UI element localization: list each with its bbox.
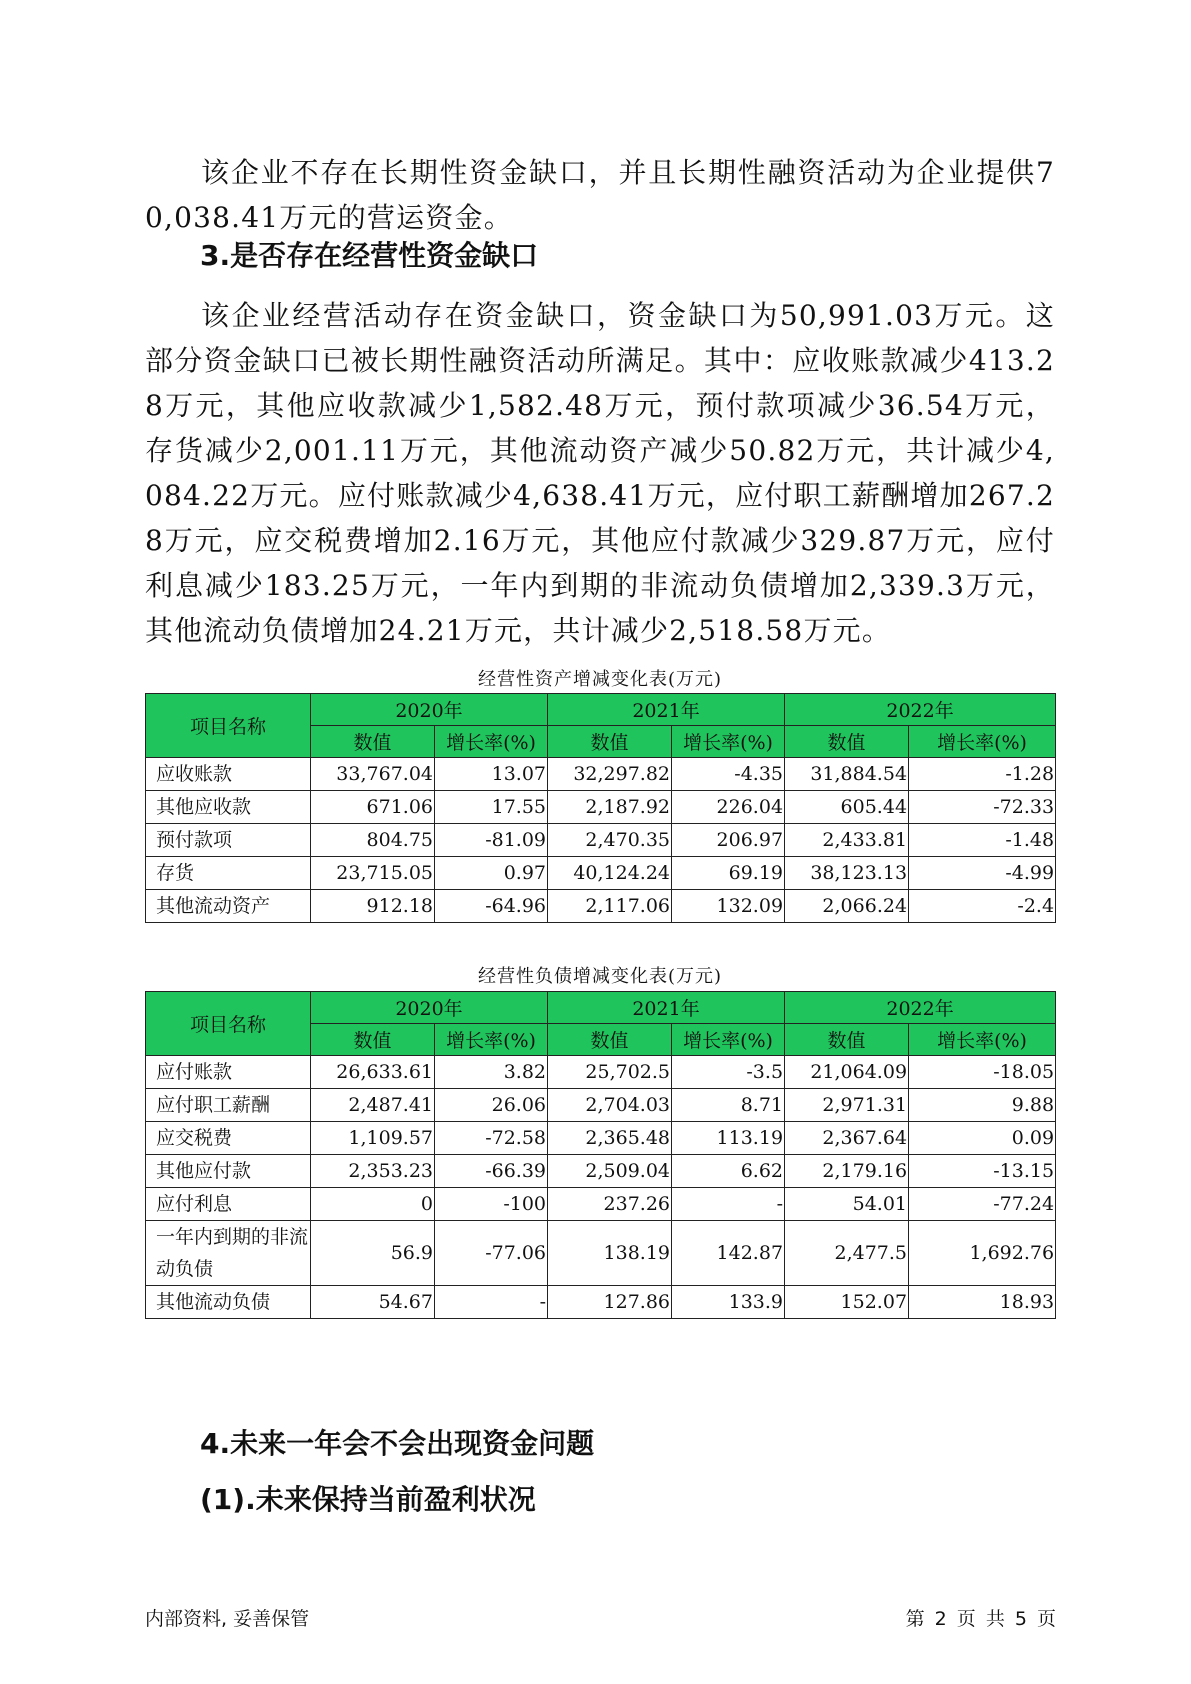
header-value: 数值 <box>548 726 672 758</box>
cell-value: 2,179.16 <box>785 1155 909 1188</box>
header-growth: 增长率(%) <box>672 1024 785 1056</box>
cell-value: 237.26 <box>548 1188 672 1221</box>
operating-liabilities-table <box>145 991 1056 1319</box>
cell-value: 152.07 <box>785 1286 909 1319</box>
cell-growth-rate: 69.19 <box>672 857 785 890</box>
cell-value: 26,633.61 <box>311 1056 435 1089</box>
cell-growth-rate: -77.06 <box>435 1221 548 1286</box>
cell-growth-rate: 17.55 <box>435 791 548 824</box>
cell-value: 138.19 <box>548 1221 672 1286</box>
table-row <box>146 1089 1056 1122</box>
cell-value: 2,487.41 <box>311 1089 435 1122</box>
cell-value: 25,702.5 <box>548 1056 672 1089</box>
cell-growth-rate: 6.62 <box>672 1155 785 1188</box>
operating-assets-table <box>145 693 1056 923</box>
row-item-name: 一年内到期的非流动负债 <box>146 1221 311 1286</box>
row-item-name: 预付款项 <box>146 824 311 857</box>
cell-value: 23,715.05 <box>311 857 435 890</box>
footer-confidential-note: 内部资料, 妥善保管 <box>145 1608 310 1630</box>
cell-value: 40,124.24 <box>548 857 672 890</box>
cell-growth-rate: 226.04 <box>672 791 785 824</box>
section-heading-future-funding: 4.未来一年会不会出现资金问题 <box>200 1427 595 1460</box>
cell-value: 2,066.24 <box>785 890 909 923</box>
cell-growth-rate: 8.71 <box>672 1089 785 1122</box>
cell-growth-rate: -72.58 <box>435 1122 548 1155</box>
header-growth: 增长率(%) <box>435 726 548 758</box>
cell-growth-rate: 13.07 <box>435 758 548 791</box>
row-item-name: 其他流动负债 <box>146 1286 311 1319</box>
table-row <box>146 791 1056 824</box>
cell-growth-rate: -4.35 <box>672 758 785 791</box>
cell-value: 804.75 <box>311 824 435 857</box>
cell-value: 33,767.04 <box>311 758 435 791</box>
header-growth: 增长率(%) <box>435 1024 548 1056</box>
cell-growth-rate: -100 <box>435 1188 548 1221</box>
cell-growth-rate: -81.09 <box>435 824 548 857</box>
cell-value: 56.9 <box>311 1221 435 1286</box>
cell-growth-rate: -64.96 <box>435 890 548 923</box>
row-item-name: 其他应收款 <box>146 791 311 824</box>
header-year-2020: 2020年 <box>311 992 548 1024</box>
cell-value: 912.18 <box>311 890 435 923</box>
cell-growth-rate: 133.9 <box>672 1286 785 1319</box>
cell-value: 2,187.92 <box>548 791 672 824</box>
header-year-2020: 2020年 <box>311 694 548 726</box>
table-row <box>146 857 1056 890</box>
header-year-2022: 2022年 <box>785 992 1056 1024</box>
cell-value: 54.67 <box>311 1286 435 1319</box>
cell-growth-rate: 1,692.76 <box>909 1221 1056 1286</box>
row-item-name: 应付利息 <box>146 1188 311 1221</box>
cell-growth-rate: -1.48 <box>909 824 1056 857</box>
paragraph-capital-gap-long-term: 该企业不存在长期性资金缺口，并且长期性融资活动为企业提供70,038.41万元的营运资金。 <box>145 156 1055 234</box>
cell-value: 2,477.5 <box>785 1221 909 1286</box>
section-heading-operating-gap: 3.是否存在经营性资金缺口 <box>200 239 539 272</box>
cell-growth-rate: -72.33 <box>909 791 1056 824</box>
table-row <box>146 824 1056 857</box>
header-value: 数值 <box>548 1024 672 1056</box>
cell-growth-rate: 142.87 <box>672 1221 785 1286</box>
cell-growth-rate: -4.99 <box>909 857 1056 890</box>
cell-growth-rate: -13.15 <box>909 1155 1056 1188</box>
cell-growth-rate: -2.4 <box>909 890 1056 923</box>
cell-growth-rate: 0.97 <box>435 857 548 890</box>
row-item-name: 应收账款 <box>146 758 311 791</box>
cell-growth-rate: 3.82 <box>435 1056 548 1089</box>
cell-value: 54.01 <box>785 1188 909 1221</box>
table-row <box>146 758 1056 791</box>
cell-value: 2,971.31 <box>785 1089 909 1122</box>
paragraph-operating-gap: 该企业经营活动存在资金缺口，资金缺口为50,991.03万元。这部分资金缺口已被长期性融资活动所满足。其中：应收账款减少413.28万元，其他应收款减少1,582.48万元，预付款项减少36.54万元，存货减少2,001.11万元，其他流动资产减少50.82万元，共计减少4,084.22万元。应付账款减少4,638.41万元，应付职工薪酬增加267.28万元，应交税费增加2.16万元，其他应付款减少329.87万元，应付利息减少183.25万元，一年内到期的非流动负债增加2,339.3万元，其他流动负债增加24.21万元，共计减少2,518.58万元。 <box>145 299 1055 647</box>
cell-value: 2,367.64 <box>785 1122 909 1155</box>
header-growth: 增长率(%) <box>909 1024 1056 1056</box>
cell-value: 671.06 <box>311 791 435 824</box>
cell-value: 21,064.09 <box>785 1056 909 1089</box>
row-item-name: 应交税费 <box>146 1122 311 1155</box>
table-row <box>146 1286 1056 1319</box>
cell-growth-rate: 206.97 <box>672 824 785 857</box>
header-value: 数值 <box>785 1024 909 1056</box>
row-item-name: 其他流动资产 <box>146 890 311 923</box>
header-item-name: 项目名称 <box>146 694 311 758</box>
header-growth: 增长率(%) <box>909 726 1056 758</box>
header-year-2021: 2021年 <box>548 992 785 1024</box>
cell-growth-rate: -77.24 <box>909 1188 1056 1221</box>
cell-value: 2,353.23 <box>311 1155 435 1188</box>
header-value: 数值 <box>311 1024 435 1056</box>
cell-growth-rate: -1.28 <box>909 758 1056 791</box>
cell-growth-rate: 113.19 <box>672 1122 785 1155</box>
row-item-name: 应付账款 <box>146 1056 311 1089</box>
cell-growth-rate: 18.93 <box>909 1286 1056 1319</box>
cell-growth-rate: - <box>672 1188 785 1221</box>
cell-value: 1,109.57 <box>311 1122 435 1155</box>
row-item-name: 其他应付款 <box>146 1155 311 1188</box>
cell-value: 2,365.48 <box>548 1122 672 1155</box>
table-row <box>146 1056 1056 1089</box>
cell-value: 32,297.82 <box>548 758 672 791</box>
cell-value: 31,884.54 <box>785 758 909 791</box>
cell-value: 38,123.13 <box>785 857 909 890</box>
cell-value: 2,704.03 <box>548 1089 672 1122</box>
subsection-heading-current-profit: (1).未来保持当前盈利状况 <box>200 1483 536 1516</box>
cell-value: 2,117.06 <box>548 890 672 923</box>
cell-value: 2,509.04 <box>548 1155 672 1188</box>
header-growth: 增长率(%) <box>672 726 785 758</box>
cell-growth-rate: 9.88 <box>909 1089 1056 1122</box>
cell-growth-rate: -18.05 <box>909 1056 1056 1089</box>
cell-value: 127.86 <box>548 1286 672 1319</box>
cell-growth-rate: 26.06 <box>435 1089 548 1122</box>
table-row <box>146 1221 1056 1286</box>
header-year-2022: 2022年 <box>785 694 1056 726</box>
header-item-name: 项目名称 <box>146 992 311 1056</box>
cell-value: 2,470.35 <box>548 824 672 857</box>
cell-value: 0 <box>311 1188 435 1221</box>
cell-growth-rate: 132.09 <box>672 890 785 923</box>
header-value: 数值 <box>785 726 909 758</box>
table-row <box>146 1122 1056 1155</box>
footer-page-number: 第 2 页 共 5 页 <box>905 1608 1056 1630</box>
header-year-2021: 2021年 <box>548 694 785 726</box>
table-caption-assets: 经营性资产增减变化表(万元) <box>477 669 723 690</box>
cell-growth-rate: 0.09 <box>909 1122 1056 1155</box>
cell-value: 2,433.81 <box>785 824 909 857</box>
row-item-name: 存货 <box>146 857 311 890</box>
table-row <box>146 1188 1056 1221</box>
table-caption-liabilities: 经营性负债增减变化表(万元) <box>477 966 723 987</box>
cell-growth-rate: -3.5 <box>672 1056 785 1089</box>
cell-growth-rate: -66.39 <box>435 1155 548 1188</box>
header-value: 数值 <box>311 726 435 758</box>
cell-growth-rate: - <box>435 1286 548 1319</box>
table-row <box>146 890 1056 923</box>
cell-value: 605.44 <box>785 791 909 824</box>
row-item-name: 应付职工薪酬 <box>146 1089 311 1122</box>
table-row <box>146 1155 1056 1188</box>
